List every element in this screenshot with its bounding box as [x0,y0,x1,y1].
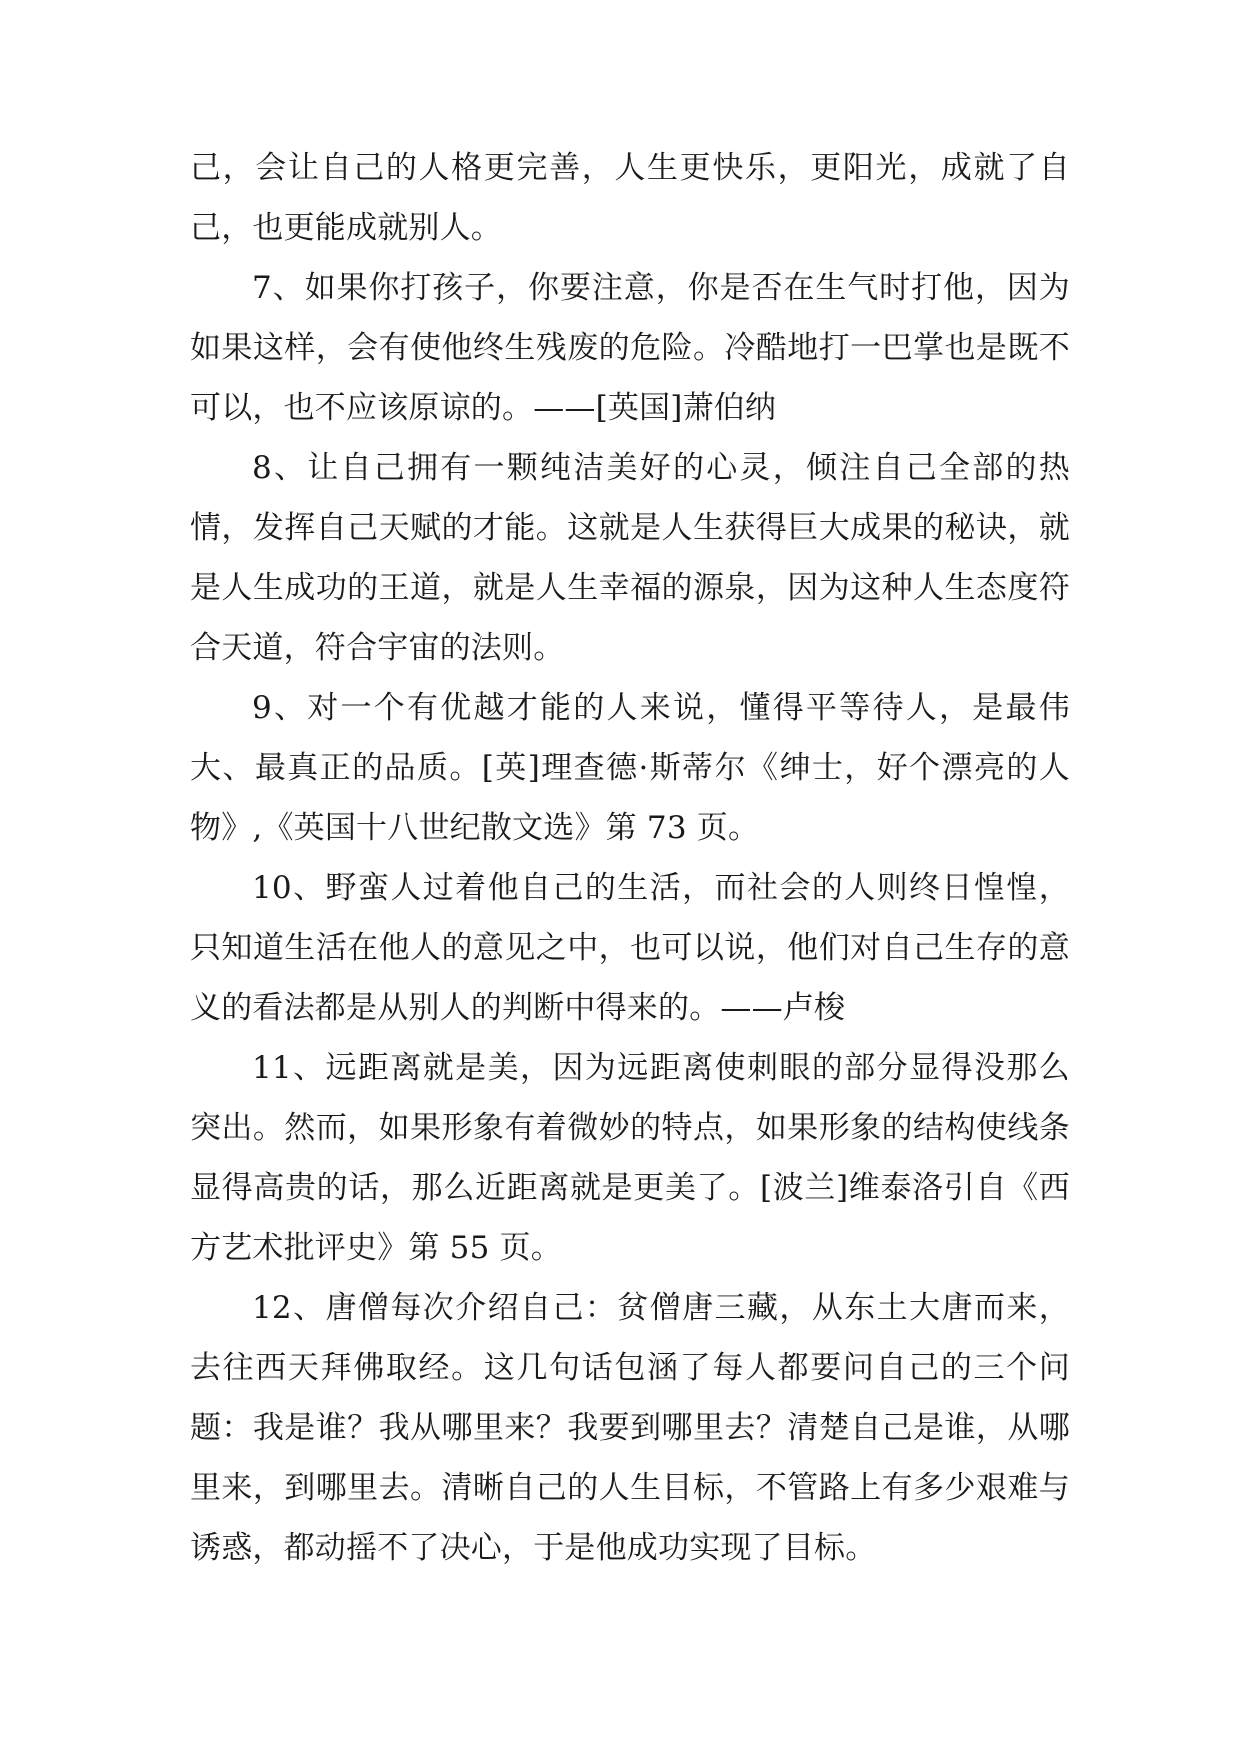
document-page [190,138,1070,1578]
paragraph-quote-9: 9、对一个有优越才能的人来说，懂得平等待人，是最伟大、最真正的品质。[英]理查德·斯蒂尔《绅士，好个漂亮的人物》,《英国十八世纪散文选》第 73 页。 [190,690,1070,846]
paragraph-quote-10: 10、野蛮人过着他自己的生活，而社会的人则终日惶惶，只知道生活在他人的意见之中，也可以说，他们对自己生存的意义的看法都是从别人的判断中得来的。——卢梭 [190,870,1070,1026]
paragraph-quote-12: 12、唐僧每次介绍自己：贫僧唐三藏，从东土大唐而来，去往西天拜佛取经。这几句话包涵了每人都要问自己的三个问题：我是谁？我从哪里来？我要到哪里去？清楚自己是谁，从哪里来，到哪里去。清晰自己的人生目标，不管路上有多少艰难与诱惑，都动摇不了决心，于是他成功实现了目标。 [190,1290,1070,1566]
paragraph-quote-11: 11、远距离就是美，因为远距离使刺眼的部分显得没那么突出。然而，如果形象有着微妙的特点，如果形象的结构使线条显得高贵的话，那么近距离就是更美了。[波兰]维泰洛引自《西方艺术批评史》第 55 页。 [190,1050,1070,1266]
paragraph-quote-8: 8、让自己拥有一颗纯洁美好的心灵，倾注自己全部的热情，发挥自己天赋的才能。这就是人生获得巨大成果的秘诀，就是人生成功的王道，就是人生幸福的源泉，因为这种人生态度符合天道，符合宇宙的法则。 [190,450,1070,666]
paragraph-continuation: 己，会让自己的人格更完善，人生更快乐，更阳光，成就了自己，也更能成就别人。 [190,150,1070,246]
paragraph-quote-7: 7、如果你打孩子，你要注意，你是否在生气时打他，因为如果这样，会有使他终生残废的危险。冷酷地打一巴掌也是既不可以，也不应该原谅的。——[英国]萧伯纳 [190,270,1070,426]
